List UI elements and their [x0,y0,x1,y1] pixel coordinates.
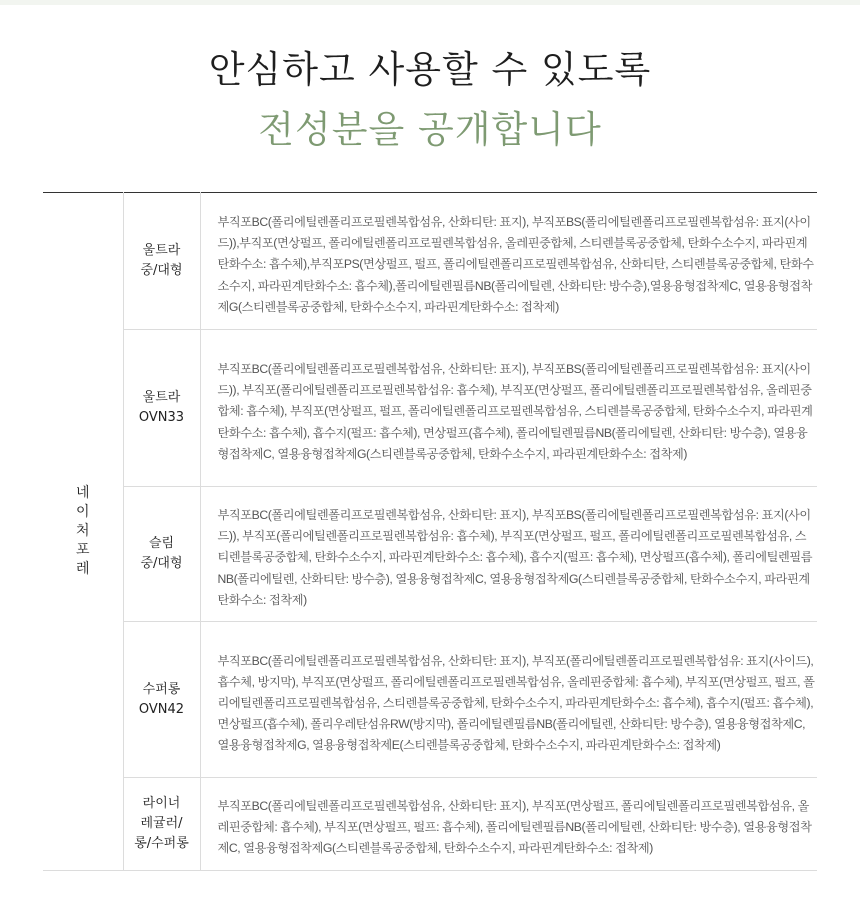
ingredients-text: 부직포BC(폴리에틸렌폴리프로필렌복합섬유, 산화티탄: 표지), 부직포BS(폴리에틸렌폴리프로필렌복합섬유: 표지(사이드)), 부직포(폴리에틸렌폴리프로필렌복합섬유: 흡수체), 부직포(면상펄프, 펄프, 폴리에틸렌폴리프로필렌복합섬유, 스티렌블록공중합체, 탄화수소수지, 파라핀계탄화수소: 흡수체), 흡수지(펄프: 흡수체), 면상펄프(흡수체), 폴리에틸렌필름NB(폴리에틸렌, 산화티탄: 방수층), 열용융형접착제C, 열용융형접착제G(스티렌블록공중합체, 탄화수소수지, 파라핀계탄화수소: 접착제) [200,487,817,622]
product-name-line: 수퍼롱 [142,681,181,697]
ingredients-text: 부직포BC(폴리에틸렌폴리프로필렌복합섬유, 산화티탄: 표지), 부직포BS(폴리에틸렌폴리프로필렌복합섬유: 표지(사이드)),부직포(면상펄프, 폴리에틸렌폴리프로필렌복합섬유, 올레핀중합체, 스티렌블록공중합체, 탄화수소수지, 파라핀계탄화수소: 흡수체),부직포PS(면상펄프, 펄프, 폴리에틸렌폴리프로필렌복합섬유, 산화티탄, 스티렌블록공중합체, 탄화수소수지, 파라핀계탄화수소: 흡수체),폴리에틸렌필름NB(폴리에틸렌, 산화티탄: 방수층),열용융형접착제C, 열용융형접착제G(스티렌블록공중합체, 탄화수소수지, 파라핀계탄화수소: 접착제) [200,193,817,330]
ingredients-text: 부직포BC(폴리에틸렌폴리프로필렌복합섬유, 산화티탄: 표지), 부직포(폴리에틸렌폴리프로필렌복합섬유: 표지(사이드), 흡수체, 방지막), 부직포(면상펄프, 폴리에틸렌폴리프로필렌복합섬유, 올레핀중합체: 흡수체), 부직포(면상펄프, 펄프, 폴리에틸렌폴리프로필렌복합섬유, 스티렌블록공중합체, 탄화수소수지, 파라핀계탄화수소: 흡수체), 흡수지(펄프: 흡수체), 면상펄프(흡수체), 폴리우레탄섬유RW(방지막), 폴리에틸렌필름NB(폴리에틸렌, 산화티탄: 방수층), 열용융형접착제C, 열용융형접착제G, 열용융형접착제E(스티렌블록공중합체, 탄화수소수지, 파라핀계탄화수소: 접착제) [200,622,817,778]
table-row [43,622,817,778]
product-name-line: OVN42 [138,701,185,717]
product-name-line: 중/대형 [140,263,183,278]
heading-line-2: 전성분을 공개합니다 [258,108,602,151]
product-name-cell [123,487,200,622]
ingredients-text: 부직포BC(폴리에틸렌폴리프로필렌복합섬유, 산화티탄: 표지), 부직포BS(폴리에틸렌폴리프로필렌복합섬유: 표지(사이드)), 부직포(폴리에틸렌폴리프로필렌복합섭유: 흡수체), 부직포(면상펄프, 폴리에틸렌폴리프로필렌복합섬유, 올레핀중합체: 흡수체), 부직포(면상펄프, 펄프, 폴리에틸렌폴리프로필렌복합섬유, 스티렌블록공중합체, 탄화수소수지, 파라핀계탄화수소: 흡수체), 흡수지(펄프: 흡수체), 면상펄프(흡수체), 폴리에틸렌필름NB(폴리에틸렌, 산화티탄: 방수층), 열용융형접착제C, 열용융형접착제G(스티렌블록공중합체, 탄화수소수지, 파라핀계탄화수소: 접착제) [200,330,817,487]
table-row [43,778,817,871]
table-row [43,330,817,487]
product-name-line: 울트라 [142,390,181,405]
product-name-cell [123,330,200,487]
category-label: 네이처포레 [75,484,90,577]
product-name-line: 롱/수퍼롱 [134,835,189,851]
product-name-line: 라이너 [142,795,181,811]
product-name-cell [123,778,200,871]
top-strip [0,0,860,5]
table-row [43,487,817,622]
page-heading [0,44,860,156]
ingredients-table [43,192,817,871]
category-cell [43,193,123,871]
product-name-line: OVN33 [138,410,185,425]
product-name-cell [123,622,200,778]
product-name-cell [123,193,200,330]
table-row [43,193,817,330]
product-name-line: 울트라 [142,243,181,258]
product-name-line: 레귤러/ [140,815,183,831]
heading-line-1: 안심하고 사용할 수 있도록 [208,48,652,91]
ingredients-text: 부직포BC(폴리에틸렌폴리프로필렌복합섬유, 산화티탄: 표지), 부직포(면상펄프, 폴리에틸렌폴리프로필렌복합섬유, 올레핀중합체: 흡수체), 부직포(면상펄프, 펄프: 흡수체), 폴리에틸렌필름NB(폴리에틸렌, 산화티탄: 방수층), 열용융형접착제C, 열용융형접착제G(스티렌블록공중합체, 탄화수소수지, 파라핀계탄화수소: 접착제) [217,799,812,856]
product-name-line: 슬림 [148,536,175,551]
product-name-line: 중/대형 [140,556,183,571]
